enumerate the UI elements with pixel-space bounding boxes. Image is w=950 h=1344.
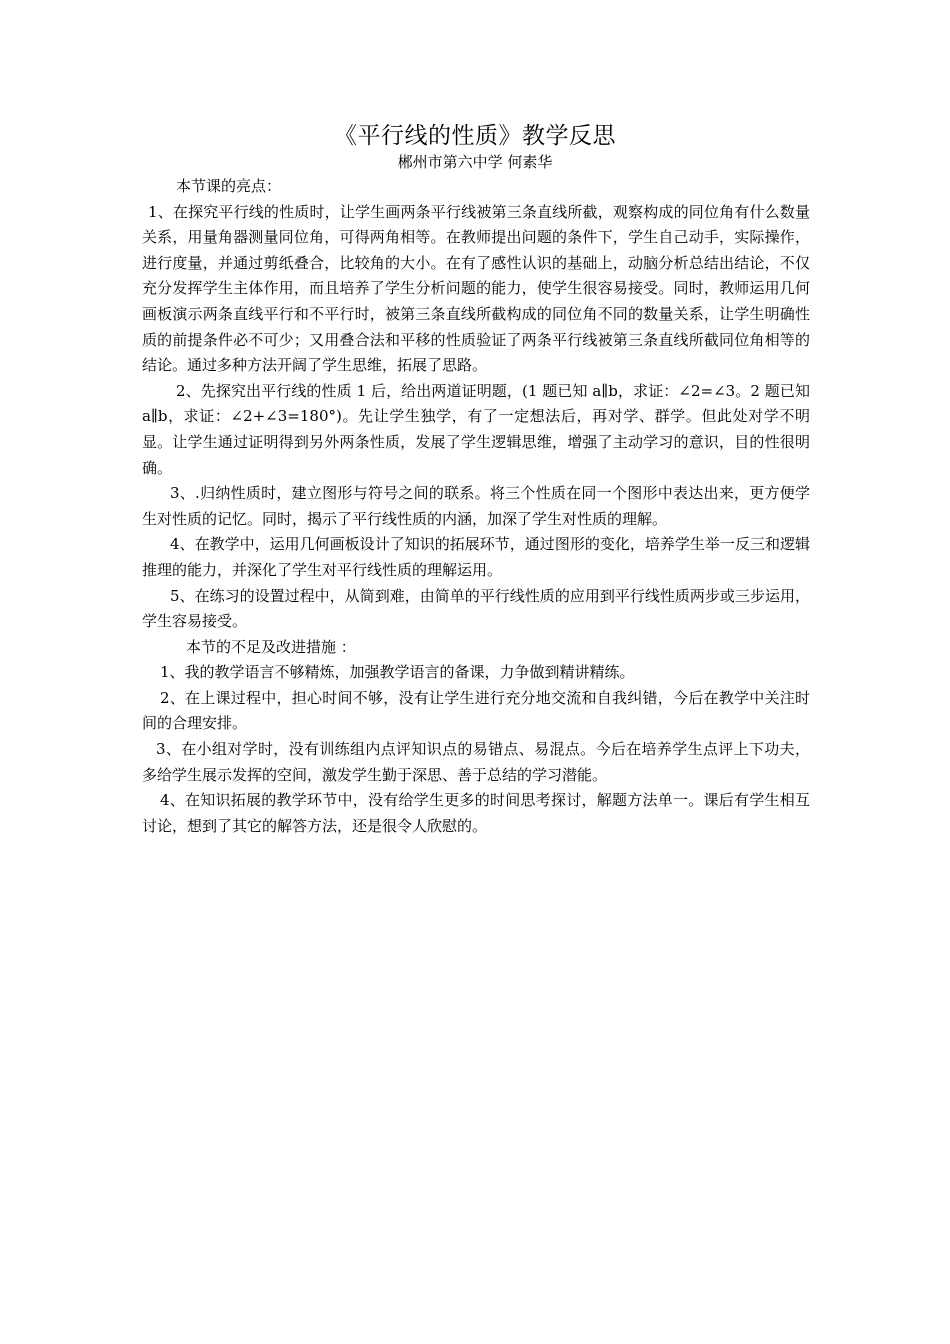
document-title: 《平行线的性质》教学反思 (334, 123, 616, 149)
highlight-item-1: 1、在探究平行线的性质时，让学生画两条平行线被第三条直线所截，观察构成的同位角有什么数量关系，用量角器测量同位角，可得两角相等。在教师提出问题的条件下，学生自己动手，实际操作，进行度量，并通过剪纸叠合，比较角的大小。在有了感性认识的基础上，动脑分析总结出结论，不仅充分发挥学生主体作用，而且培养了学生分析问题的能力，使学生很容易接受。同时，教师运用几何画板演示两条直线平行和不平行时，被第三条直线所截构成的同位角不同的数量关系，让学生明确性质的前提条件必不可少；又用叠合法和平移的性质验证了两条平行线被第三条直线所截同位角相等的结论。通过多种方法开阔了学生思维，拓展了思路。 (142, 202, 810, 375)
improvement-item-2: 2、在上课过程中，担心时间不够，没有让学生进行充分地交流和自我纠错，今后在教学中关注时间的合理安排。 (142, 688, 810, 733)
improvement-item-3: 3、在小组对学时，没有训练组内点评知识点的易错点、易混点。今后在培养学生点评上下功夫，多给学生展示发挥的空间，激发学生勤于深思、善于总结的学习潜能。 (142, 740, 810, 784)
section-heading-improvements: 本节的不足及改进措施 ： (186, 637, 356, 656)
highlight-item-4: 4、在教学中，运用几何画板设计了知识的拓展环节，通过图形的变化，培养学生举一反三和逻辑推理的能力，并深化了学生对平行线性质的理解运用。 (142, 535, 810, 579)
highlight-item-5: 5、在练习的设置过程中，从简到难，由简单的平行线性质的应用到平行线性质两步或三步运用，学生容易接受。 (142, 586, 810, 631)
improvement-item-1: 1、我的教学语言不够精炼，加强教学语言的备课，力争做到精讲精练。 (160, 663, 635, 682)
author-byline: 郴州市第六中学 何素华 (397, 153, 553, 171)
section-heading-highlights: 本节课的亮点： (176, 177, 282, 195)
document-body (142, 174, 810, 839)
improvement-item-4: 4、在知识拓展的教学环节中，没有给学生更多的时间思考探讨，解题方法单一。课后有学生相互讨论，想到了其它的解答方法，还是很令人欣慰的。 (142, 791, 810, 835)
highlight-item-2: 2、先探究出平行线的性质 1 后，给出两道证明题，(1 题已知 a∥b，求证：∠2=∠3。2 题已知 a∥b，求证：∠2+∠3=180°)。先让学生独学，有了一定想法后，再对学、群学。但此处对学不明显。让学生通过证明得到另外两条性质，发展了学生逻辑思维，增强了主动学习的意识，目的性很明确。 (142, 381, 810, 477)
highlight-item-3: 3、.归纳性质时，建立图形与符号之间的联系。将三个性质在同一个图形中表达出来，更方便学生对性质的记忆。同时，揭示了平行线性质的内涵，加深了学生对性质的理解。 (142, 484, 810, 528)
